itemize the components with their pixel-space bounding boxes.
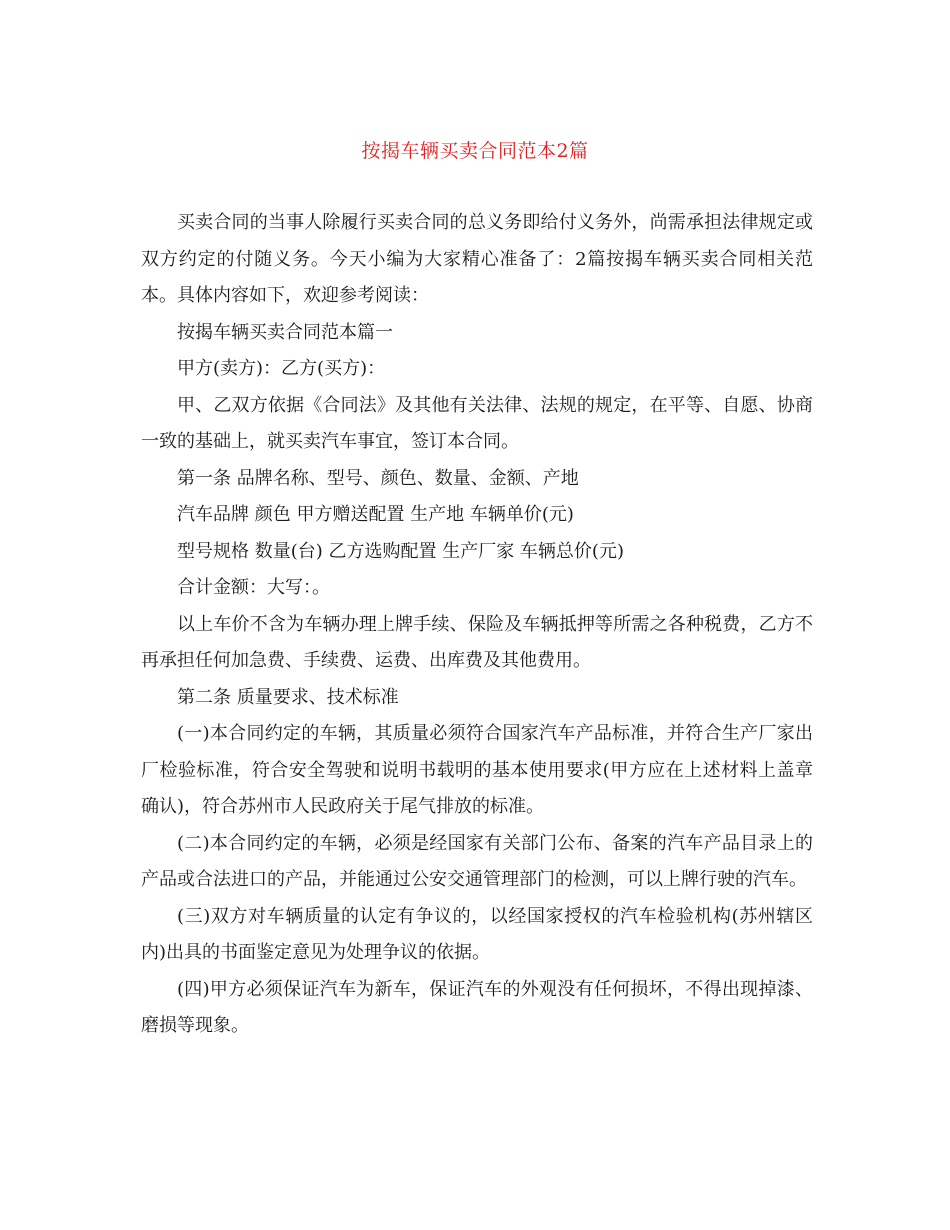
paragraph: (一)本合同约定的车辆，其质量必须符合国家汽车产品标准，并符合生产厂家出厂检验标准，符合安全驾驶和说明书载明的基本使用要求(甲方应在上述材料上盖章确认)，符合苏州市人民政府关于尾气排放的标准。 [141, 723, 813, 817]
paragraph: 第一条 品牌名称、型号、颜色、数量、金额、产地 [177, 467, 579, 489]
paragraph: (四)甲方必须保证汽车为新车，保证汽车的外观没有任何损坏，不得出现掉漆、磨损等现象。 [141, 978, 813, 1036]
paragraph: 以上车价不含为车辆办理上牌手续、保险及车辆抵押等所需之各种税费，乙方不再承担任何加急费、手续费、运费、出库费及其他费用。 [141, 613, 813, 671]
paragraph: (二)本合同约定的车辆，必须是经国家有关部门公布、备案的汽车产品目录上的产品或合法进口的产品，并能通过公安交通管理部门的检测，可以上牌行驶的汽车。 [141, 832, 813, 890]
paragraph: 汽车品牌 颜色 甲方赠送配置 生产地 车辆单价(元) [177, 504, 574, 525]
paragraph: 型号规格 数量(台) 乙方选购配置 生产厂家 车辆总价(元) [177, 540, 624, 562]
paragraph: 合计金额：大写：。 [177, 577, 330, 598]
paragraph: 甲、乙双方依据《合同法》及其他有关法律、法规的规定，在平等、自愿、协商一致的基础上，就买卖汽车事宜，签订本合同。 [141, 394, 813, 452]
document-body [141, 205, 813, 1045]
paragraph: 按揭车辆买卖合同范本篇一 [177, 321, 393, 343]
document-title: 按揭车辆买卖合同范本2篇 [361, 140, 589, 162]
paragraph: (三)双方对车辆质量的认定有争议的，以经国家授权的汽车检验机构(苏州辖区内)出具的书面鉴定意见为处理争议的依据。 [141, 905, 813, 963]
paragraph: 买卖合同的当事人除履行买卖合同的总义务即给付义务外，尚需承担法律规定或双方约定的付随义务。今天小编为大家精心准备了：2篇按揭车辆买卖合同相关范本。具体内容如下，欢迎参考阅读： [141, 212, 813, 306]
paragraph: 第二条 质量要求、技术标准 [177, 686, 399, 708]
paragraph: 甲方(卖方)：乙方(买方)： [177, 358, 386, 379]
